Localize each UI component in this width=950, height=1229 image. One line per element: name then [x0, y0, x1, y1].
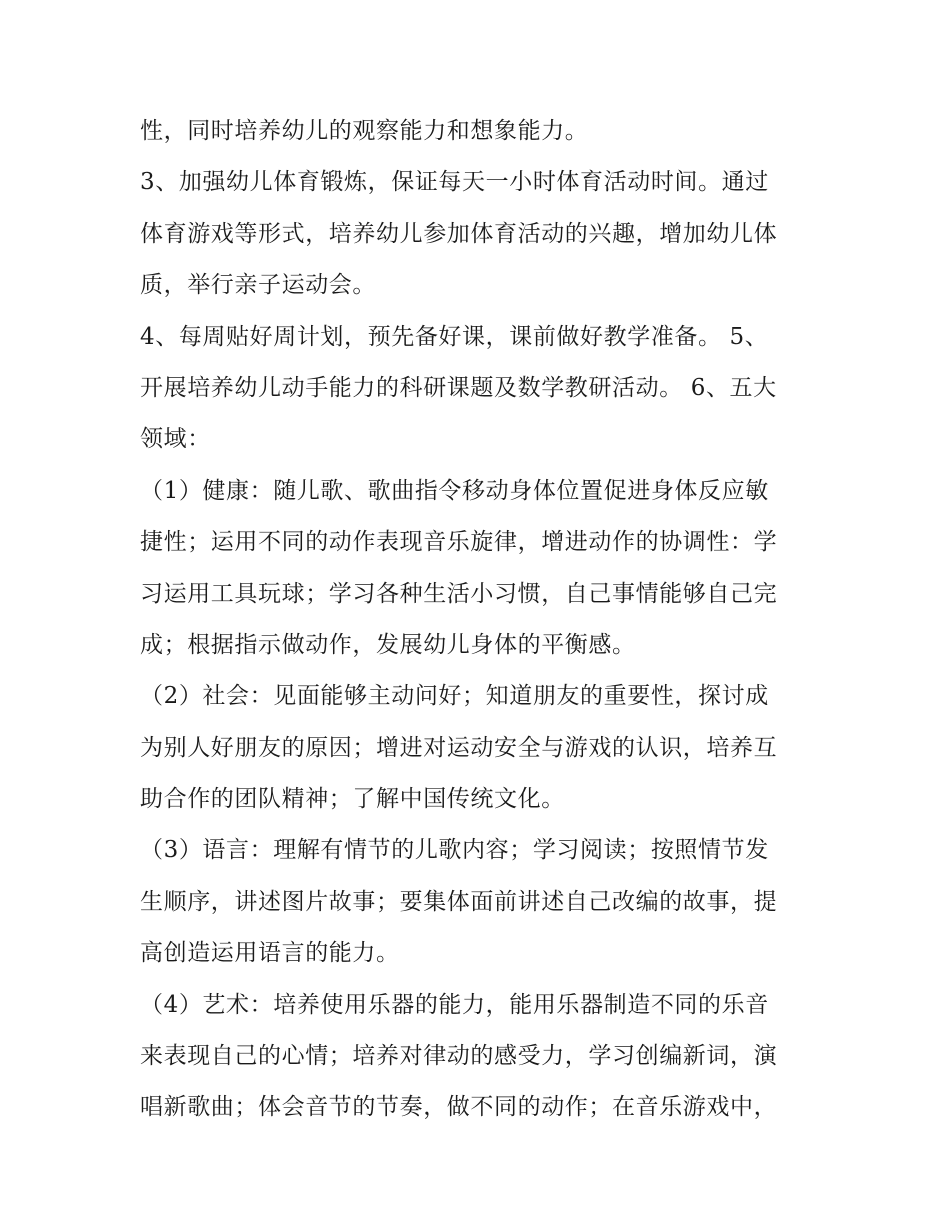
text-line: 高创造运用语言的能力。: [140, 940, 400, 967]
text-line: 唱新歌曲；体会音节的节奏，做不同的动作；在音乐游戏中，: [140, 1094, 778, 1121]
text-line: 习运用工具玩球；学习各种生活小习惯，自己事情能够自己完: [140, 580, 778, 607]
text-line: 生顺序，讲述图片故事；要集体面前讲述自己改编的故事，提: [140, 888, 778, 915]
text-line: 开展培养幼儿动手能力的科研课题及数学教研活动。 6、五大: [140, 374, 777, 401]
text-line: （3）语言：理解有情节的儿歌内容；学习阅读；按照情节发: [140, 837, 769, 864]
text-line: （4）艺术：培养使用乐器的能力，能用乐器制造不同的乐音: [140, 991, 769, 1018]
document-body: [140, 106, 820, 1134]
text-line: 成；根据指示做动作，发展幼儿身体的平衡感。: [140, 631, 636, 658]
text-line: 领域：: [140, 426, 211, 453]
text-line: 体育游戏等形式，培养幼儿参加体育活动的兴趣，增加幼儿体: [140, 220, 778, 247]
text-line: 来表现自己的心情；培养对律动的感受力，学习创编新词，演: [140, 1043, 778, 1070]
text-line: 4、每周贴好周计划，预先备好课，课前做好教学准备。 5、: [140, 323, 769, 350]
text-line: 助合作的团队精神；了解中国传统文化。: [140, 786, 565, 813]
text-line: 捷性；运用不同的动作表现音乐旋律，增进动作的协调性：学: [140, 529, 778, 556]
text-line: 为别人好朋友的原因；增进对运动安全与游戏的认识，培养互: [140, 734, 778, 761]
text-line: 性，同时培养幼儿的观察能力和想象能力。: [140, 118, 589, 144]
text-line: 3、加强幼儿体育锻炼，保证每天一小时体育活动时间。通过: [140, 169, 769, 196]
text-line: （2）社会：见面能够主动问好；知道朋友的重要性，探讨成: [140, 683, 769, 710]
text-line: （1）健康：随儿歌、歌曲指令移动身体位置促进身体反应敏: [140, 477, 769, 504]
text-line: 质，举行亲子运动会。: [140, 272, 376, 299]
